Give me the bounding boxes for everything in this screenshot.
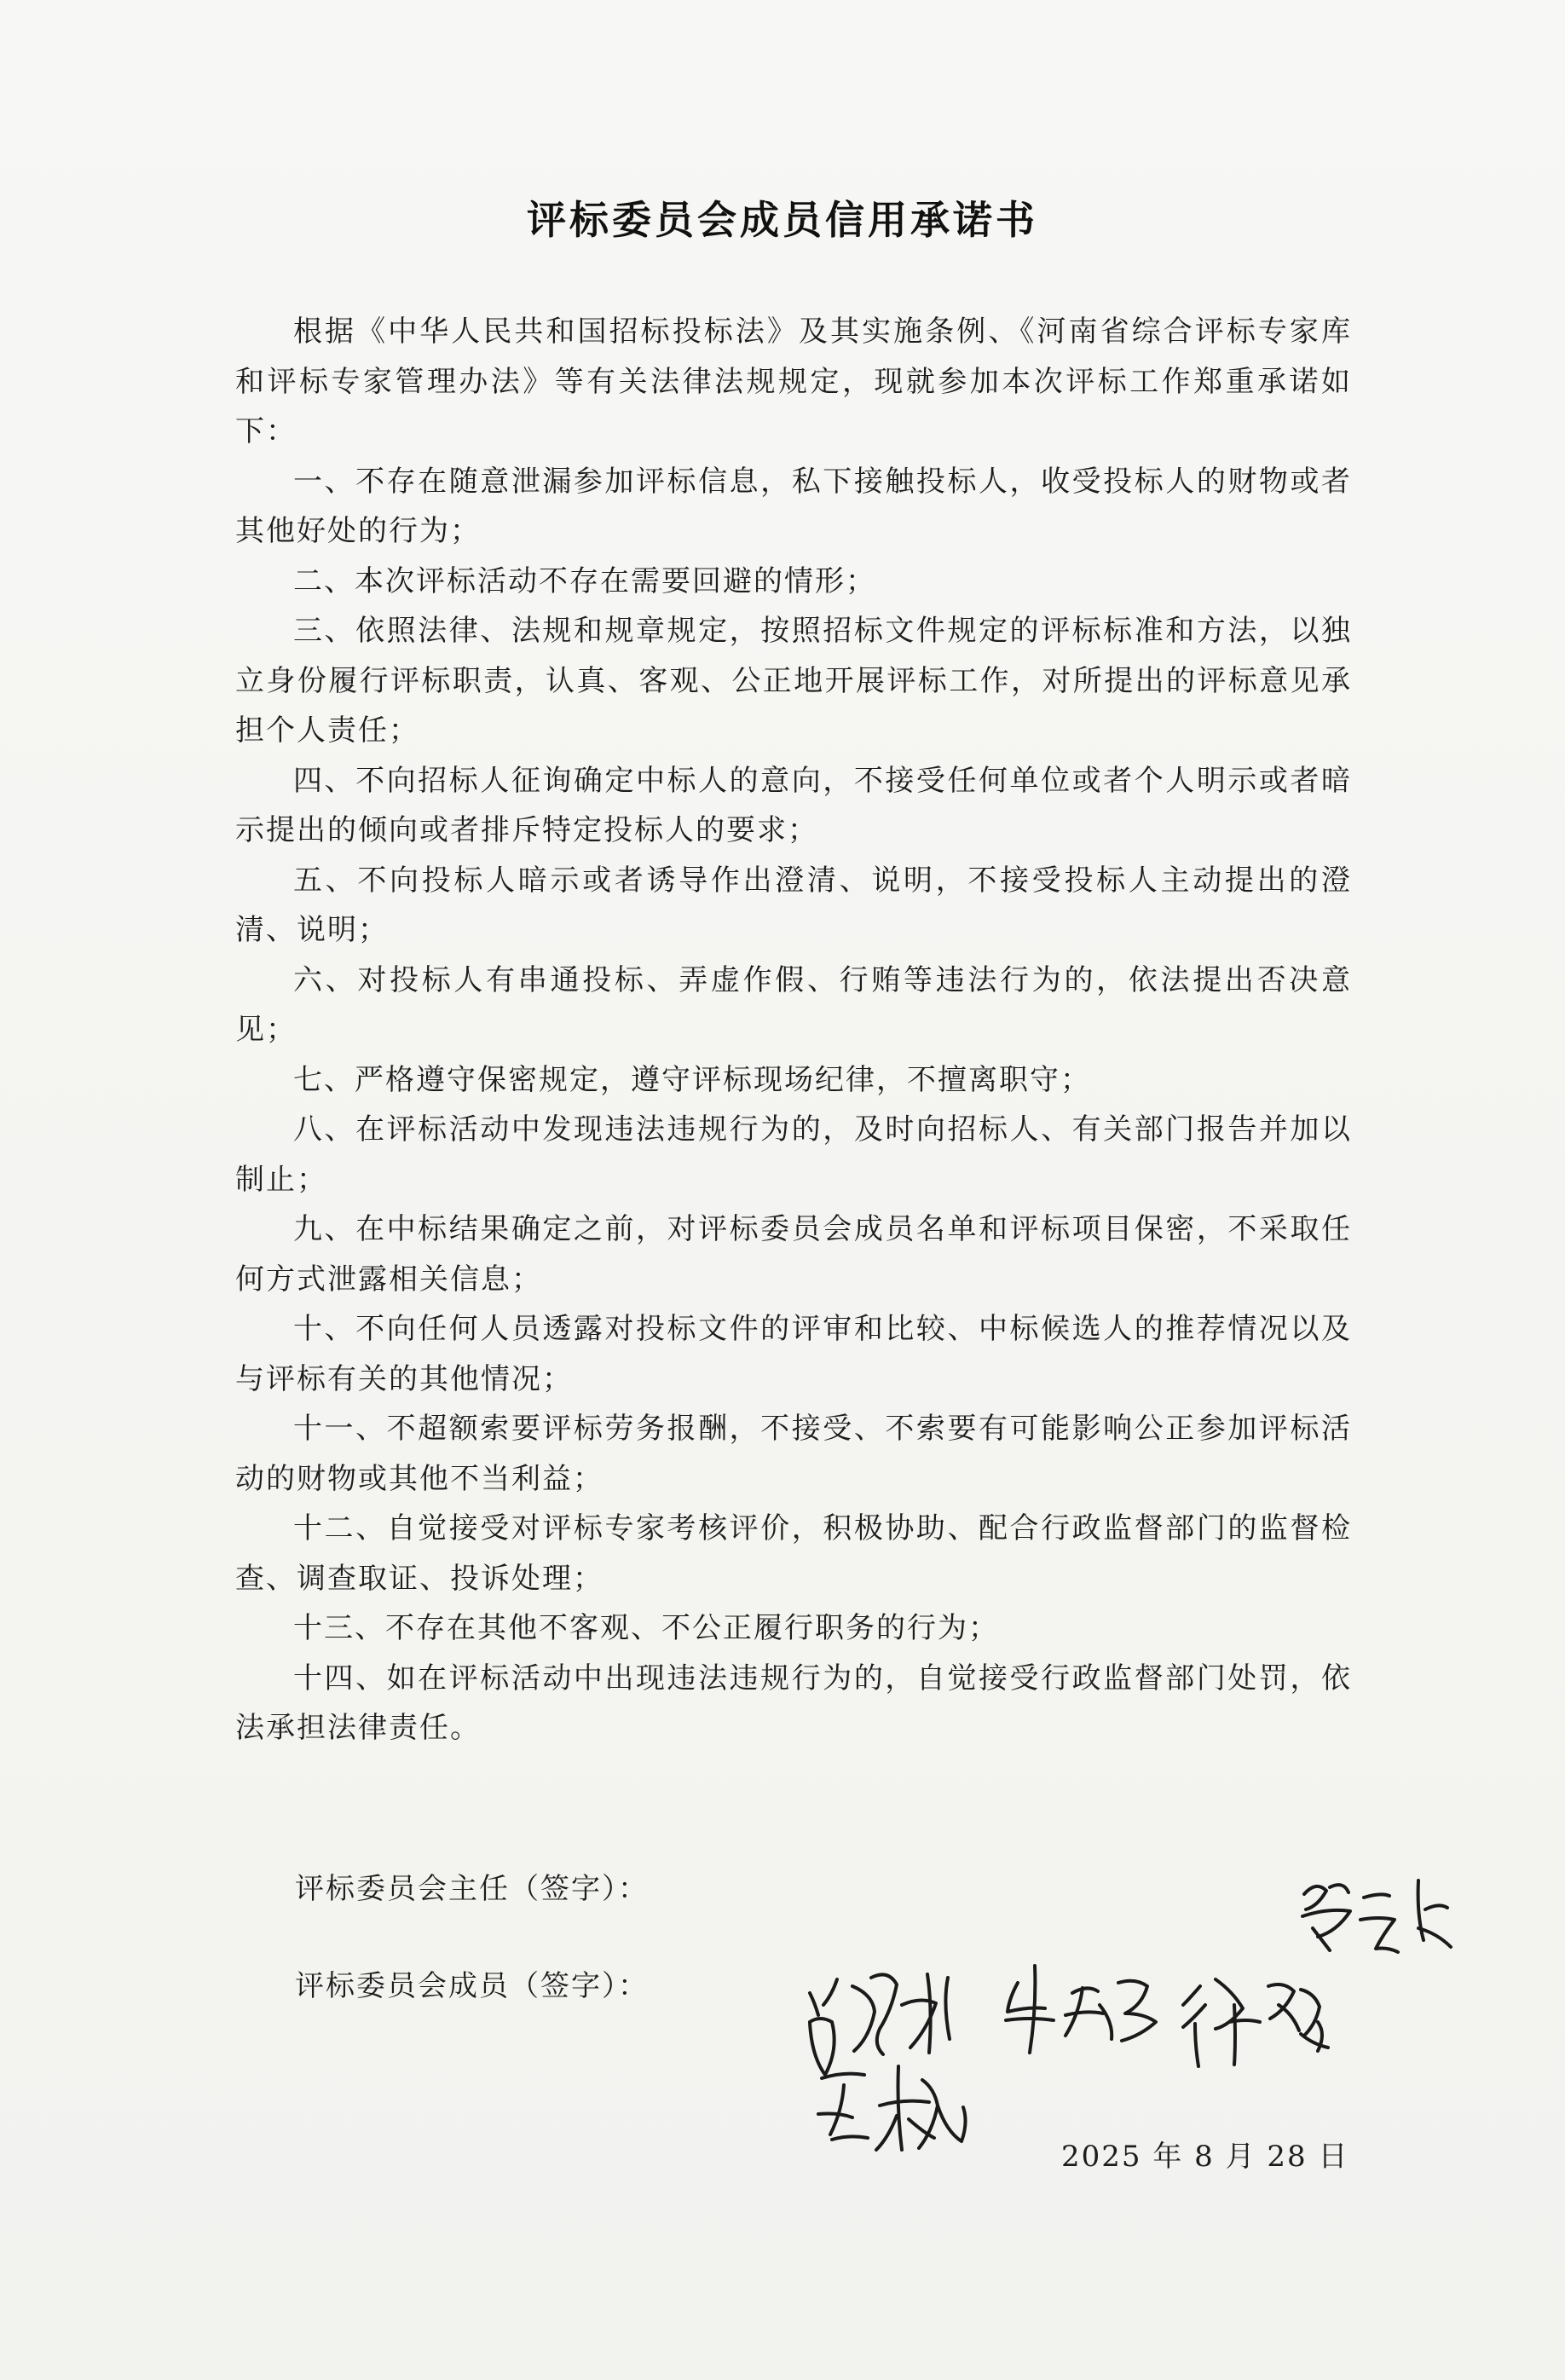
commitment-item: 五、不向投标人暗示或者诱导作出澄清、说明，不接受投标人主动提出的澄清、说明；	[235, 863, 1352, 947]
document-title: 评标委员会成员信用承诺书	[527, 197, 1038, 243]
chair-signature-label: 评标委员会主任（签字）：	[295, 1872, 649, 1906]
signature-3	[1006, 1966, 1156, 2053]
intro-paragraph: 根据《中华人民共和国招标投标法》及其实施条例、《河南省综合评标专家库和评标专家管理办法》等有关法律法规规定，现就参加本次评标工作郑重承诺如下：	[235, 315, 1352, 448]
signature-2	[810, 1974, 950, 2075]
commitment-item: 四、不向招标人征询确定中标人的意向，不接受任何单位或者个人明示或者暗示提出的倾向或者排斥特定投标人的要求；	[235, 763, 1352, 847]
commitment-item: 九、在中标结果确定之前，对评标委员会成员名单和评标项目保密，不采取任何方式泄露相关信息；	[235, 1212, 1352, 1297]
commitment-item: 十三、不存在其他不客观、不公正履行职务的行为；	[293, 1611, 999, 1645]
signature-5	[818, 2066, 966, 2150]
document-body	[235, 307, 1352, 1753]
commitment-item: 八、在评标活动中发现违法违规行为的，及时向招标人、有关部门报告并加以制止；	[235, 1112, 1352, 1197]
commitment-item: 六、对投标人有串通投标、弄虚作假、行贿等违法行为的，依法提出否决意见；	[235, 962, 1352, 1047]
commitment-item: 二、本次评标活动不存在需要回避的情形；	[293, 563, 876, 598]
commitment-item: 十一、不超额索要评标劳务报酬，不接受、不索要有可能影响公正参加评标活动的财物或其他不当利益；	[235, 1412, 1352, 1496]
commitment-item: 七、严格遵守保密规定，遵守评标现场纪律，不擅离职守；	[293, 1062, 1091, 1097]
commitment-item: 一、不存在随意泄漏参加评标信息，私下接触投标人，收受投标人的财物或者其他好处的行为；	[235, 464, 1352, 548]
signature-1	[1302, 1880, 1451, 1952]
commitment-item: 十、不向任何人员透露对投标文件的评审和比较、中标候选人的推荐情况以及与评标有关的其他情况；	[235, 1312, 1352, 1396]
members-signature-label: 评标委员会成员（签字）：	[295, 1969, 649, 2003]
document-date: 2025 年 8 月 28 日	[1061, 2140, 1349, 2174]
signature-4	[1183, 1979, 1328, 2066]
commitment-item: 三、依照法律、法规和规章规定，按照招标文件规定的评标标准和方法，以独立身份履行评标职责，认真、客观、公正地开展评标工作，对所提出的评标意见承担个人责任；	[235, 614, 1352, 748]
commitment-item: 十四、如在评标活动中出现违法违规行为的，自觉接受行政监督部门处罚，依法承担法律责任。	[235, 1661, 1352, 1745]
commitment-item: 十二、自觉接受对评标专家考核评价，积极协助、配合行政监督部门的监督检查、调查取证、投诉处理；	[235, 1511, 1352, 1596]
